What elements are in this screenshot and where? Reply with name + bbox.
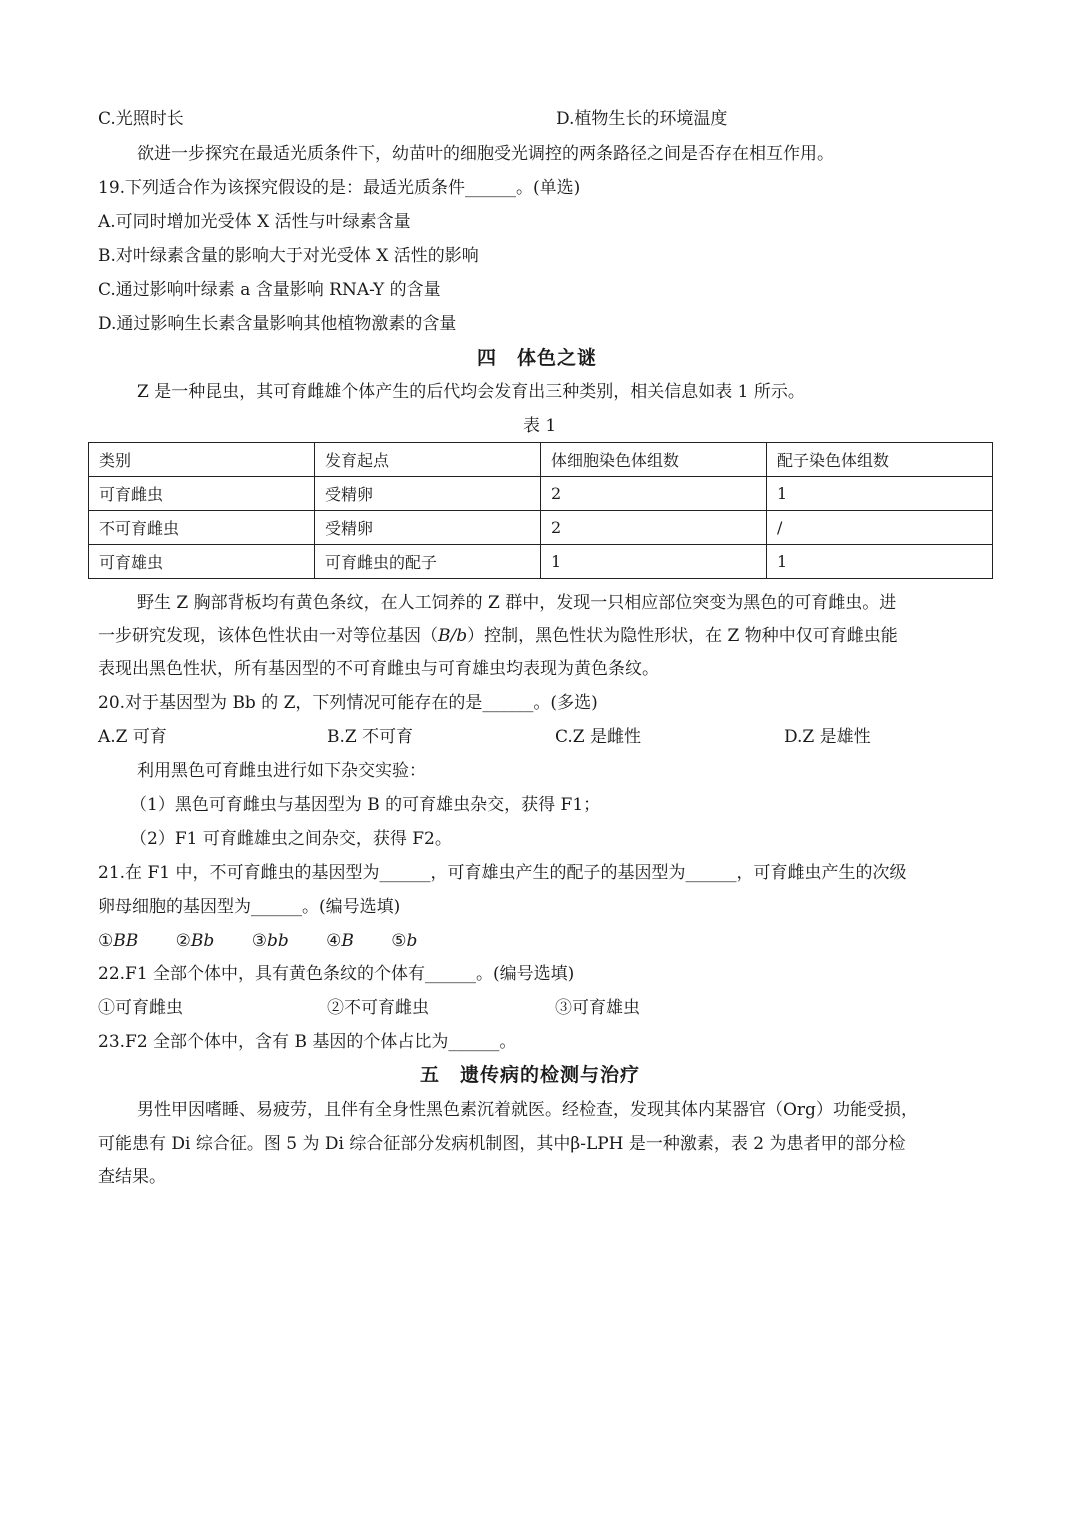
section4-title: 四 体色之谜 (477, 347, 598, 369)
q23-stem: 23.F2 全部个体中，含有 B 基因的个体占比为______。 (98, 1032, 517, 1052)
section4-para-line1: 野生 Z 胸部背板均有黄色条纹，在人工饲养的 Z 群中，发现一只相应部位突变为黑色的可育雌虫。进 (137, 593, 897, 613)
q20-option-d: D.Z 是雄性 (784, 727, 871, 747)
gene-symbol: B/b (438, 626, 468, 646)
table-cell: 1 (767, 545, 993, 579)
table-header-cell: 体细胞染色体组数 (541, 443, 767, 477)
table-cell: 1 (767, 477, 993, 511)
q20-option-c: C.Z 是雌性 (555, 727, 642, 747)
table-header-cell: 发育起点 (315, 443, 541, 477)
q22-option-2: ②不可育雌虫 (327, 998, 429, 1018)
option-number: ② (175, 931, 191, 951)
genotype: BB (113, 931, 139, 951)
option-number: ④ (326, 931, 342, 951)
table-cell: / (767, 511, 993, 545)
q22-option-3: ③可育雄虫 (555, 998, 640, 1018)
experiment-intro: 利用黑色可育雌虫进行如下杂交实验： (137, 761, 426, 781)
table-row (89, 477, 993, 511)
table-cell: 2 (541, 511, 767, 545)
table-cell: 受精卵 (315, 511, 541, 545)
option-number: ③ (251, 931, 267, 951)
table-cell: 可育雌虫的配子 (315, 545, 541, 579)
option-number: ⑤ (391, 931, 407, 951)
para-text: 一步研究发现，该体色性状由一对等位基因（ (98, 626, 438, 646)
section5-line2: 可能患有 Di 综合征。图 5 为 Di 综合征部分发病机制图，其中β-LPH 是一种激素，表 2 为患者甲的部分检 (98, 1134, 906, 1154)
genotype: B (341, 931, 354, 951)
section5-line3: 查结果。 (98, 1167, 166, 1187)
q19-option-a: A.可同时增加光受体 X 活性与叶绿素含量 (98, 212, 411, 232)
q21-options (98, 930, 417, 952)
q22-option-1: ①可育雌虫 (98, 998, 183, 1018)
table-cell: 1 (541, 545, 767, 579)
table1-caption: 表 1 (523, 416, 557, 436)
q18-option-c: C.光照时长 (98, 109, 184, 129)
section5-line1: 男性甲因嗜睡、易疲劳，且伴有全身性黑色素沉着就医。经检查，发现其体内某器官（Org）功能受损， (137, 1100, 918, 1120)
option-number: ① (98, 931, 114, 951)
q19-intro: 欲进一步探究在最适光质条件下，幼苗叶的细胞受光调控的两条路径之间是否存在相互作用。 (137, 144, 834, 164)
table-cell: 2 (541, 477, 767, 511)
experiment-step-1: （1）黑色可育雌虫与基因型为 B 的可育雄虫杂交，获得 F1； (130, 795, 601, 815)
q22-stem: 22.F1 全部个体中，具有黄色条纹的个体有______。(编号选填) (98, 964, 575, 984)
q20-option-a: A.Z 可育 (98, 727, 167, 747)
q20-stem: 20.对于基因型为 Bb 的 Z，下列情况可能存在的是______。(多选) (98, 693, 598, 713)
genotype: Bb (190, 931, 215, 951)
genotype: bb (266, 931, 289, 951)
para-text: ）控制，黑色性状为隐性形状，在 Z 物种中仅可育雌虫能 (467, 626, 898, 646)
q20-option-b: B.Z 不可育 (327, 727, 414, 747)
section5-title: 五 遗传病的检测与治疗 (420, 1064, 641, 1086)
table-row (89, 545, 993, 579)
table-header-row (89, 443, 993, 477)
table1 (88, 442, 993, 579)
table-header-cell: 类别 (89, 443, 315, 477)
table-cell: 受精卵 (315, 477, 541, 511)
q19-stem: 19.下列适合作为该探究假设的是：最适光质条件______。(单选) (98, 178, 581, 198)
table-cell: 可育雌虫 (89, 477, 315, 511)
q19-option-c: C.通过影响叶绿素 a 含量影响 RNA-Y 的含量 (98, 280, 441, 300)
table-header-cell: 配子染色体组数 (767, 443, 993, 477)
q21-line2: 卵母细胞的基因型为______。(编号选填) (98, 897, 401, 917)
table-cell: 不可育雌虫 (89, 511, 315, 545)
section4-para-line3: 表现出黑色性状，所有基因型的不可育雌虫与可育雄虫均表现为黄色条纹。 (98, 659, 659, 679)
q18-option-d: D.植物生长的环境温度 (556, 109, 728, 129)
table-row (89, 511, 993, 545)
section4-intro: Z 是一种昆虫，其可育雌雄个体产生的后代均会发育出三种类别，相关信息如表 1 所示。 (137, 382, 805, 402)
section4-para-line2 (98, 625, 898, 647)
q19-option-d: D.通过影响生长素含量影响其他植物激素的含量 (98, 314, 457, 334)
table-cell: 可育雄虫 (89, 545, 315, 579)
q19-option-b: B.对叶绿素含量的影响大于对光受体 X 活性的影响 (98, 246, 479, 266)
q21-line1: 21.在 F1 中，不可育雌虫的基因型为______，可育雄虫产生的配子的基因型为______，可育雌虫产生的次级 (98, 863, 907, 883)
experiment-step-2: （2）F1 可育雌雄虫之间杂交，获得 F2。 (130, 829, 452, 849)
genotype: b (406, 931, 418, 951)
